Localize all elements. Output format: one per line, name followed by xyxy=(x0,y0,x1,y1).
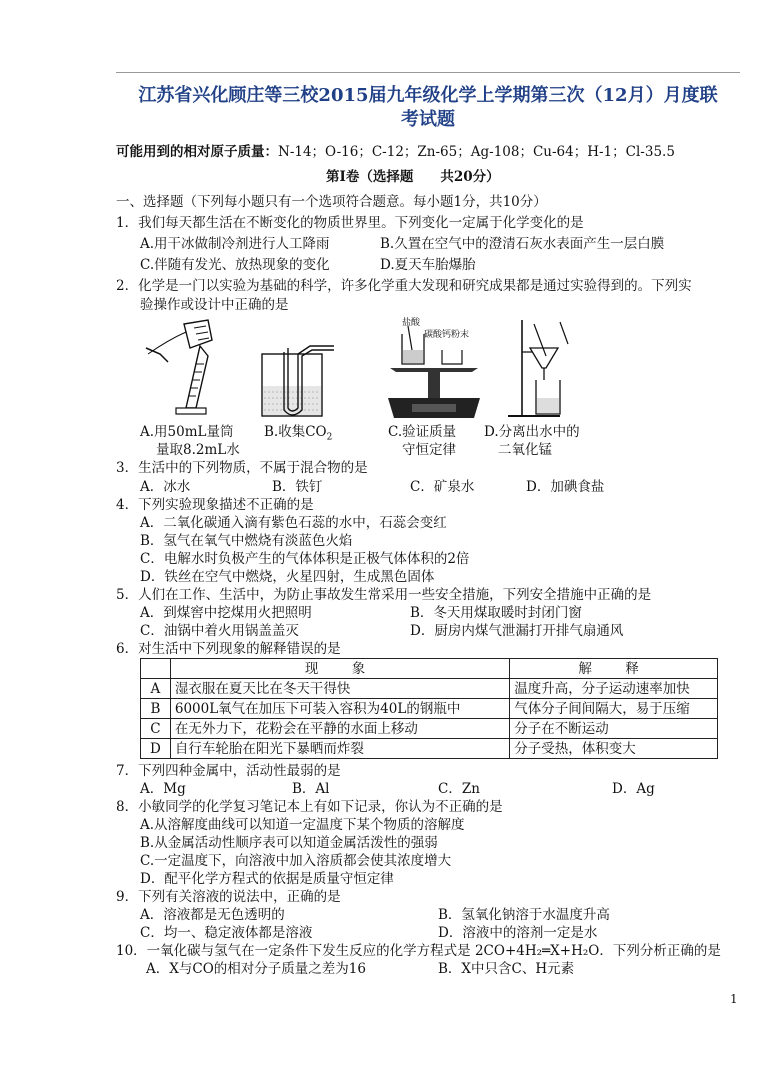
q4-option-b: B．氢气在氧气中燃烧有淡蓝色火焰 xyxy=(140,533,353,549)
q6-header-explanation: 解 释 xyxy=(510,659,718,679)
q2-stem-line1: 2．化学是一门以实验为基础的科学，许多化学重大发现和研究成果都是通过实验得到的。下列实 xyxy=(116,278,692,294)
q9-option-b: B．氢氧化钠溶于水温度升高 xyxy=(438,907,610,923)
q5-option-c: C．油锅中着火用锅盖盖灭 xyxy=(140,623,299,639)
q6-row-key: B xyxy=(141,699,171,719)
q1-stem: 1．我们每天都生活在不断变化的物质世界里。下列变化一定属于化学变化的是 xyxy=(116,215,584,231)
table-row xyxy=(141,699,718,719)
q5-stem: 5．人们在工作、生活中，为防止事故发生常采用一些安全措施，下列安全措施中正确的是 xyxy=(116,587,652,603)
q6-row-explanation: 分子在不断运动 xyxy=(510,719,718,739)
table-row xyxy=(141,719,718,739)
q1-option-a: A.用干冰做制冷剂进行人工降雨 xyxy=(140,236,330,252)
q1-option-d: D.夏天车胎爆胎 xyxy=(380,257,476,273)
q10-option-b: B．X中只含C、H元素 xyxy=(438,961,575,977)
q6-row-phenomenon: 湿衣服在夏天比在冬天干得快 xyxy=(170,679,509,699)
q4-stem: 4．下列实验现象描述不正确的是 xyxy=(116,497,314,513)
atomic-mass-line xyxy=(116,143,675,161)
q8-option-c: C.一定温度下，向溶液中加入溶质都会使其浓度增大 xyxy=(140,853,452,869)
q6-row-key: A xyxy=(141,679,171,699)
q2-figure-a-cylinder xyxy=(138,318,248,422)
q3-option-c: C．矿泉水 xyxy=(410,479,475,495)
q6-row-explanation: 气体分子间间隔大，易于压缩 xyxy=(510,699,718,719)
q2-stem-line2: 验操作或设计中正确的是 xyxy=(140,297,289,313)
q2-option-d-line2: 二氧化锰 xyxy=(498,442,552,458)
q2-figure-c-label-acid: 盐酸 xyxy=(402,318,421,328)
q8-option-a: A.从溶解度曲线可以知道一定温度下某个物质的溶解度 xyxy=(140,817,465,833)
q7-option-d: D．Ag xyxy=(612,781,655,797)
section-title: 第Ⅰ卷（选择题 共20分） xyxy=(326,169,500,185)
q6-row-key: D xyxy=(141,739,171,759)
table-row xyxy=(141,739,718,759)
q4-option-a: A．二氧化碳通入滴有紫色石蕊的水中，石蕊会变红 xyxy=(140,515,447,531)
page-number: 1 xyxy=(730,992,738,1006)
table-row xyxy=(141,679,718,699)
q2-option-a-line1: A.用50mL量筒 xyxy=(140,424,234,440)
q9-option-d: D．溶液中的溶剂一定是水 xyxy=(438,925,598,941)
q2-option-b-subscript: 2 xyxy=(326,432,333,443)
q2-option-b-text: B.收集CO xyxy=(264,424,327,440)
q2-option-d-line1: D.分离出水中的 xyxy=(484,424,580,440)
q5-option-d: D．厨房内煤气泄漏打开排气扇通风 xyxy=(410,623,624,639)
q5-option-a: A．到煤窖中挖煤用火把照明 xyxy=(140,605,312,621)
q8-option-d: D．配平化学方程式的依据是质量守恒定律 xyxy=(140,871,394,887)
q2-option-a-line2: 量取8.2mL水 xyxy=(156,442,240,458)
q3-option-b: B．铁钉 xyxy=(272,479,323,495)
q7-option-a: A．Mg xyxy=(140,781,186,797)
q3-option-a: A．冰水 xyxy=(140,479,191,495)
q3-stem: 3．生活中的下列物质，不属于混合物的是 xyxy=(116,460,368,476)
q6-header-key xyxy=(141,659,171,679)
q2-option-c-line2: 守恒定律 xyxy=(402,442,456,458)
q7-stem: 7．下列四种金属中，活动性最弱的是 xyxy=(116,763,341,779)
q8-stem: 8．小敏同学的化学复习笔记本上有如下记录，你认为不正确的是 xyxy=(116,799,503,815)
q6-row-explanation: 温度升高，分子运动速率加快 xyxy=(510,679,718,699)
q6-row-phenomenon: 在无外力下，花粉会在平静的水面上移动 xyxy=(170,719,509,739)
q9-stem: 9．下列有关溶液的说法中，正确的是 xyxy=(116,889,341,905)
q6-table-header xyxy=(141,659,718,679)
q2-option-c-line1: C.验证质量 xyxy=(388,424,457,440)
q8-option-b: B.从金属活动性顺序表可以知道金属活泼性的强弱 xyxy=(140,835,438,851)
q5-option-b: B．冬天用煤取暖时封闭门窗 xyxy=(410,605,582,621)
q2-figure-b-gas-collection xyxy=(258,342,338,422)
document-title-line1: 江苏省兴化顾庄等三校2015届九年级化学上学期第三次（12月）月度联 xyxy=(138,85,718,106)
q9-option-c: C．均一、稳定液体都是溶液 xyxy=(140,925,313,941)
document-title-line2: 考试题 xyxy=(401,109,455,130)
q3-option-d: D．加碘食盐 xyxy=(526,479,605,495)
q10-stem: 10．一氧化碳与氢气在一定条件下发生反应的化学方程式是 2CO+4H₂═X+H₂O．下列分析正确的是 xyxy=(116,943,721,959)
q2-figure-c-label-caco3: 碳酸钙粉末 xyxy=(424,330,470,340)
q6-stem: 6．对生活中下列现象的解释错误的是 xyxy=(116,641,341,657)
atomic-mass-label: 可能用到的相对原子质量： xyxy=(116,144,278,160)
q10-option-a: A．X与CO的相对分子质量之差为16 xyxy=(146,961,366,977)
q6-table xyxy=(140,658,718,759)
q1-option-c: C.伴随有发光、放热现象的变化 xyxy=(140,257,330,273)
q6-header-phenomenon: 现 象 xyxy=(170,659,509,679)
q7-option-b: B．Al xyxy=(292,781,330,797)
q6-row-key: C xyxy=(141,719,171,739)
q4-option-d: D．铁丝在空气中燃烧，火星四射，生成黑色固体 xyxy=(140,569,435,585)
q6-row-explanation: 分子受热，体积变大 xyxy=(510,739,718,759)
header-rule xyxy=(116,72,740,73)
q1-option-b: B.久置在空气中的澄清石灰水表面产生一层白膜 xyxy=(380,236,665,252)
q6-row-phenomenon: 6000L氧气在加压下可装入容积为40L的钢瓶中 xyxy=(170,699,509,719)
q4-option-c: C．电解水时负极产生的气体体积是正极气体体积的2倍 xyxy=(140,551,470,567)
q9-option-a: A．溶液都是无色透明的 xyxy=(140,907,285,923)
q2-option-b xyxy=(264,423,332,447)
part1-heading: 一、选择题（下列每小题只有一个选项符合题意。每小题1分，共10分） xyxy=(116,194,547,210)
atomic-mass-values: N-14；O-16；C-12；Zn-65；Ag-108；Cu-64；H-1；Cl-35.5 xyxy=(278,144,675,160)
q7-option-c: C．Zn xyxy=(438,781,480,797)
q6-row-phenomenon: 自行车轮胎在阳光下暴晒而炸裂 xyxy=(170,739,509,759)
q2-figure-d-filtration xyxy=(500,318,584,422)
